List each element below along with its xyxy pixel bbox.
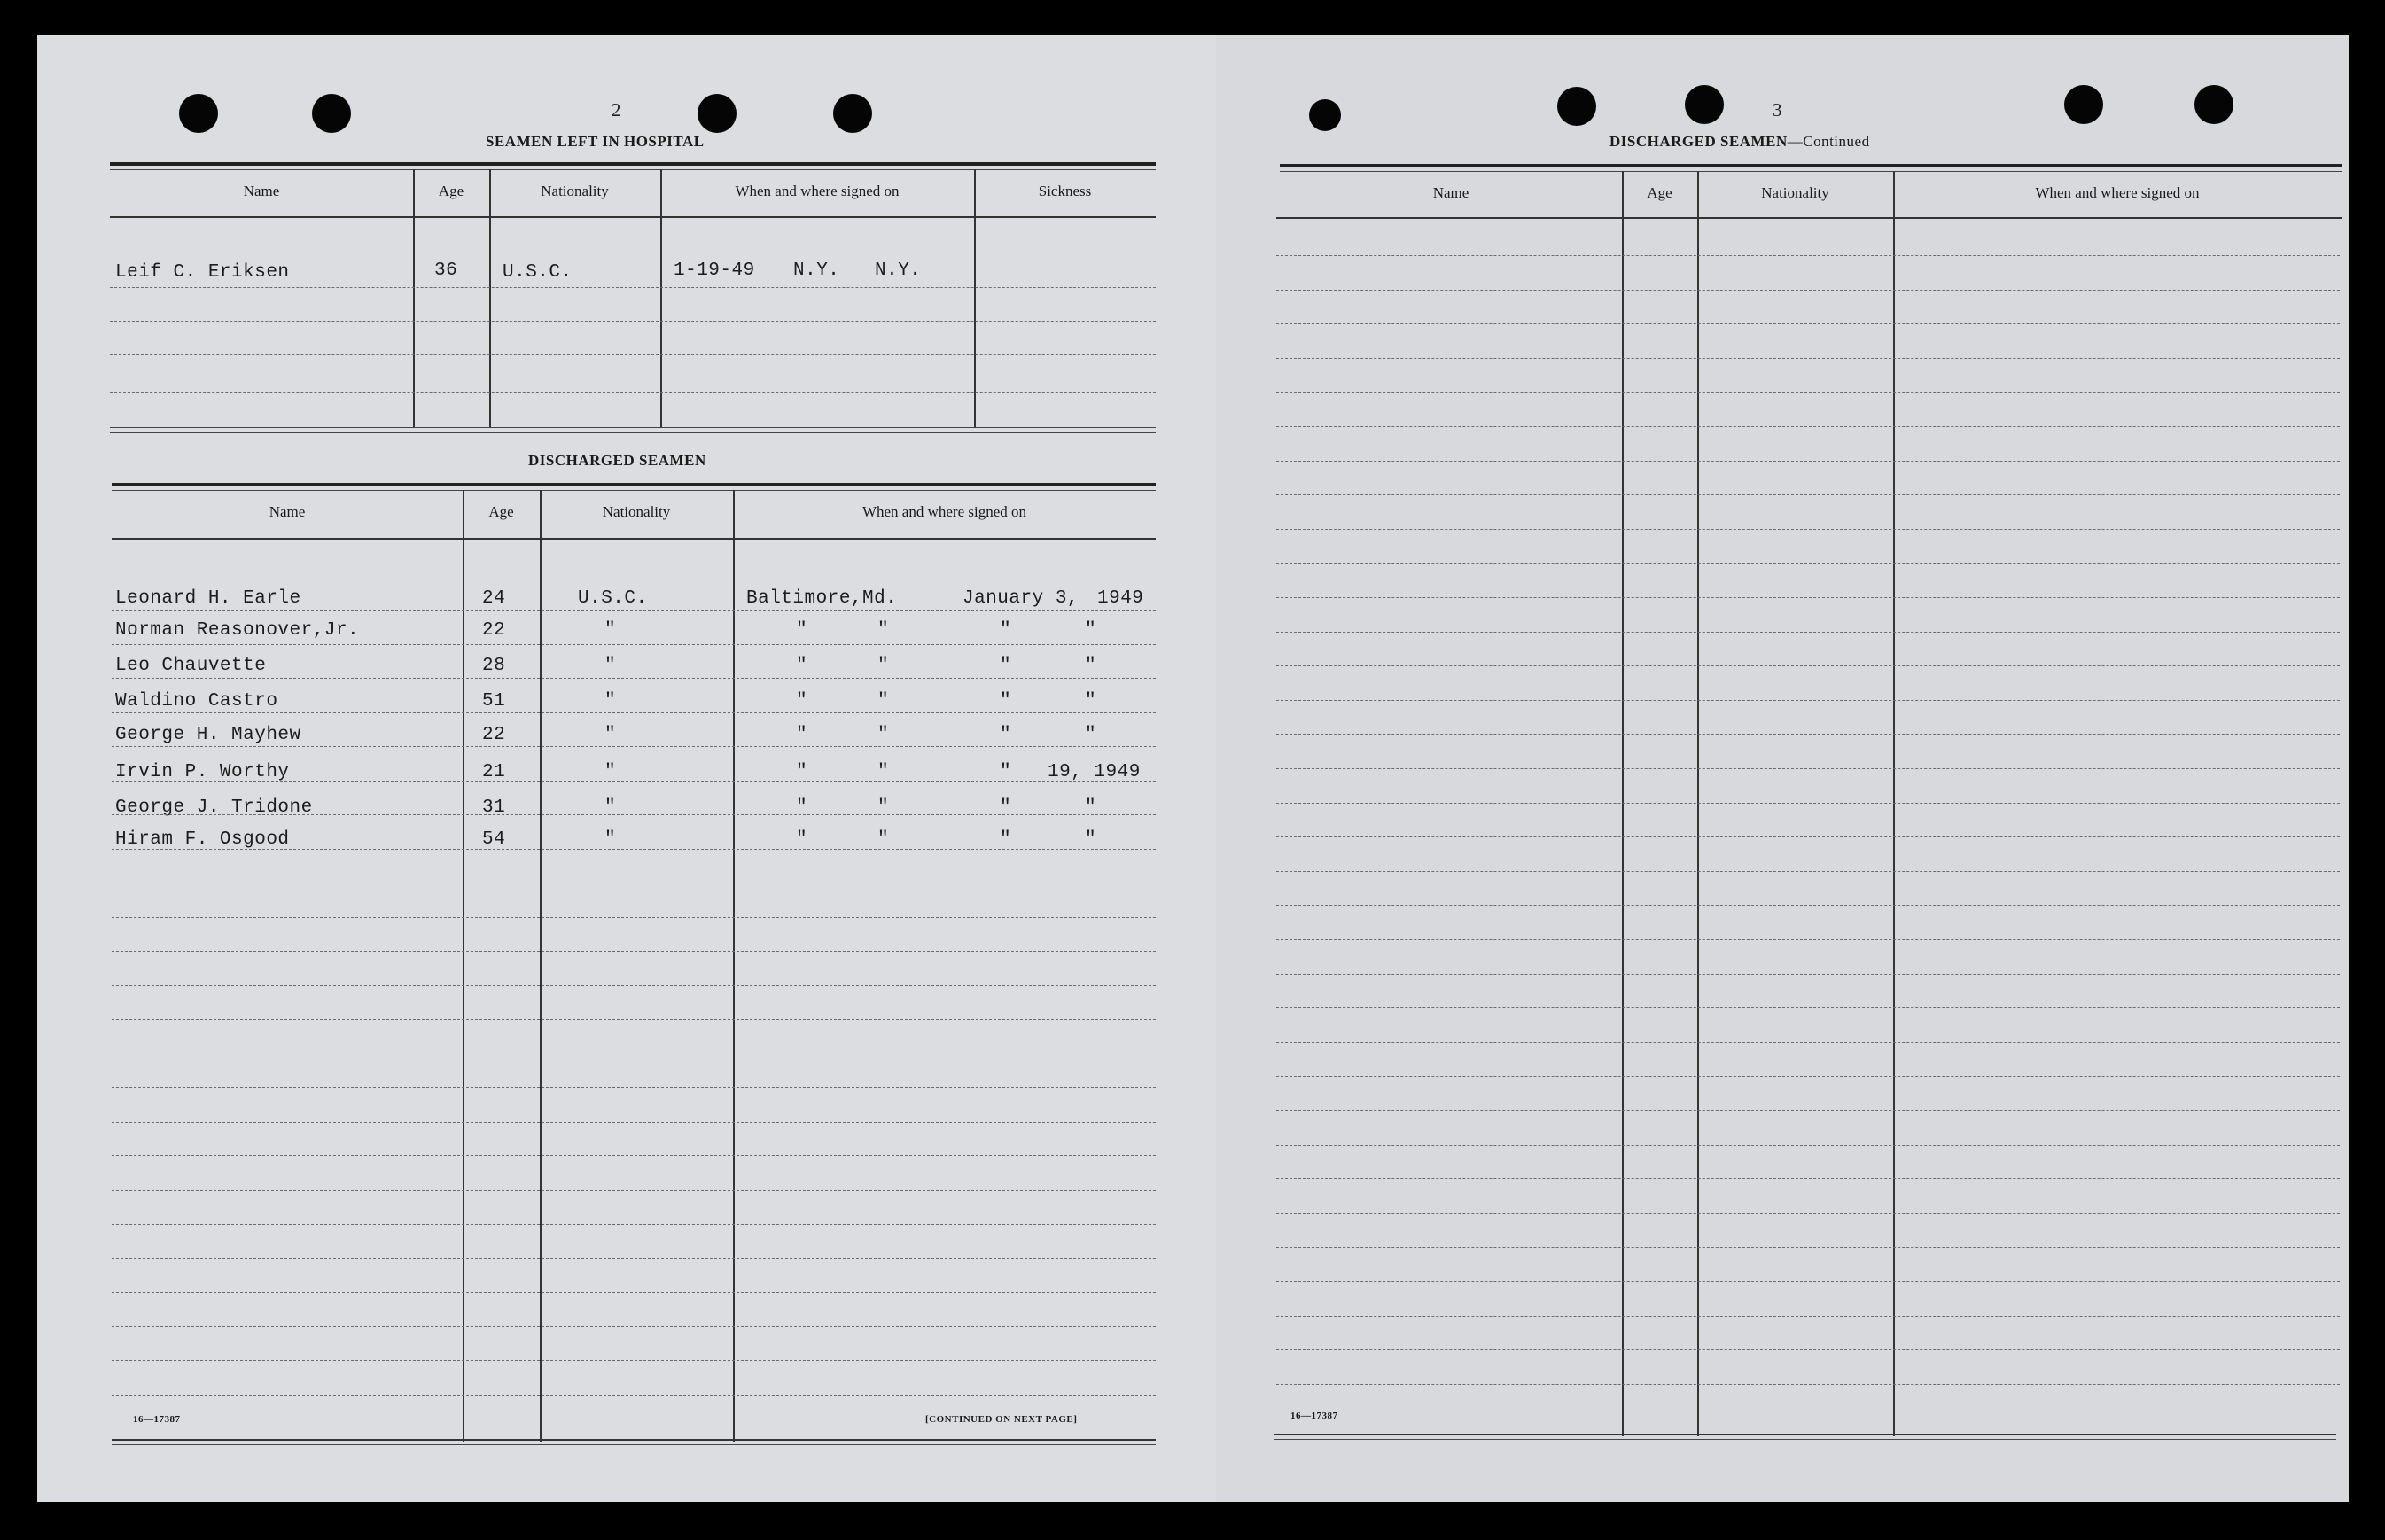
- row-line: [112, 1019, 1156, 1020]
- cell-name: Leo Chauvette: [115, 656, 267, 676]
- column-header-signed-on: When and where signed on: [861, 503, 1027, 520]
- row-line: [112, 781, 1156, 782]
- punch-hole: [698, 94, 737, 133]
- row-line: [112, 849, 1156, 850]
- cell-place-b: ": [877, 797, 890, 818]
- cell-date-b: 19, 1949: [1048, 762, 1141, 782]
- rule: [112, 538, 1156, 540]
- row-line: [1276, 1349, 2340, 1350]
- column-divider: [660, 169, 662, 427]
- cell-date-b: 1949: [1097, 588, 1144, 609]
- cell-date-a: ": [1000, 797, 1012, 818]
- cell-date-a: ": [1000, 725, 1012, 745]
- row-line: [1276, 1042, 2340, 1043]
- row-line: [1276, 255, 2340, 256]
- row-line: [112, 678, 1156, 679]
- title-suffix: —Continued: [1787, 133, 1870, 150]
- row-line: [1276, 1007, 2340, 1008]
- hospital-place: N.Y.: [793, 261, 840, 281]
- cell-name: George J. Tridone: [115, 797, 313, 818]
- rule: [110, 432, 1156, 433]
- row-line: [1276, 1281, 2340, 1282]
- punch-hole: [2194, 85, 2233, 124]
- column-divider: [413, 169, 415, 427]
- cell-nationality: ": [604, 829, 617, 850]
- left-page: [37, 35, 1216, 1502]
- row-line: [110, 321, 1156, 322]
- cell-place-b: ": [877, 725, 890, 745]
- cell-nationality: ": [604, 797, 617, 818]
- hospital-place: N.Y.: [875, 261, 922, 281]
- cell-name: Irvin P. Worthy: [115, 762, 290, 782]
- cell-place: Baltimore,Md.: [746, 588, 898, 609]
- cell-age: 22: [482, 620, 506, 641]
- column-header-nationality: Nationality: [602, 503, 671, 520]
- column-divider: [489, 169, 491, 427]
- punch-hole: [1557, 87, 1596, 126]
- row-line: [110, 354, 1156, 355]
- row-line: [1276, 632, 2340, 633]
- cell-date-a: January 3,: [963, 588, 1079, 609]
- cell-age: 28: [482, 656, 506, 676]
- row-line: [1276, 494, 2340, 495]
- column-header-signed-on: When and where signed on: [2035, 184, 2200, 201]
- cell-age: 21: [482, 762, 506, 782]
- cell-name: Norman Reasonover,Jr.: [115, 620, 360, 641]
- hospital-section-title: SEAMEN LEFT IN HOSPITAL: [486, 133, 705, 150]
- cell-name: Leonard H. Earle: [115, 588, 301, 609]
- column-header-signed-on: When and where signed on: [735, 183, 900, 199]
- row-line: [1276, 529, 2340, 530]
- continued-note: [CONTINUED ON NEXT PAGE]: [925, 1414, 1078, 1425]
- row-line: [110, 287, 1156, 288]
- rule: [112, 490, 1156, 491]
- punch-hole: [2064, 85, 2103, 124]
- cell-date-b: ": [1085, 725, 1097, 745]
- row-line: [1276, 1247, 2340, 1248]
- hospital-age: 36: [434, 261, 458, 281]
- row-line: [112, 1326, 1156, 1327]
- row-line: [112, 1360, 1156, 1361]
- row-line: [1276, 871, 2340, 872]
- row-line: [112, 985, 1156, 986]
- cell-place: ": [796, 620, 808, 641]
- punch-hole: [1309, 99, 1341, 131]
- row-line: [1276, 1145, 2340, 1146]
- row-line: [112, 1190, 1156, 1191]
- cell-date-a: ": [1000, 620, 1012, 641]
- discharged-continued-title: [1609, 133, 1870, 151]
- row-line: [112, 1258, 1156, 1259]
- cell-place-b: ": [877, 691, 890, 712]
- row-line: [1276, 665, 2340, 666]
- row-line: [1276, 734, 2340, 735]
- title-main: DISCHARGED SEAMEN: [1609, 133, 1788, 150]
- cell-date-b: ": [1085, 656, 1097, 676]
- rule: [1276, 217, 2342, 219]
- cell-place: ": [796, 691, 808, 712]
- row-line: [1276, 803, 2340, 804]
- right-page: [1216, 35, 2349, 1502]
- cell-date-b: ": [1085, 620, 1097, 641]
- cell-nationality: U.S.C.: [578, 588, 648, 609]
- column-header-age: Age: [488, 503, 514, 520]
- cell-nationality: ": [604, 656, 617, 676]
- cell-place-b: ": [877, 762, 890, 782]
- cell-place: ": [796, 656, 808, 676]
- cell-place: ": [796, 725, 808, 745]
- punch-hole: [179, 94, 218, 133]
- page-number: 3: [1773, 99, 1782, 121]
- cell-date-b: ": [1085, 829, 1097, 850]
- rule: [1280, 171, 2342, 172]
- column-header-age: Age: [1647, 184, 1672, 201]
- cell-name: Waldino Castro: [115, 691, 278, 712]
- row-line: [1276, 1213, 2340, 1214]
- cell-place: ": [796, 762, 808, 782]
- cell-name: George H. Mayhew: [115, 725, 301, 745]
- hospital-signed-on: 1-19-49: [674, 261, 755, 281]
- cell-date-b: ": [1085, 691, 1097, 712]
- row-line: [1276, 974, 2340, 975]
- row-line: [1276, 1178, 2340, 1179]
- row-line: [1276, 700, 2340, 701]
- rule: [1274, 1439, 2336, 1440]
- column-header-age: Age: [438, 183, 464, 199]
- cell-age: 54: [482, 829, 506, 850]
- row-line: [112, 644, 1156, 645]
- rule: [1280, 164, 2342, 167]
- row-line: [112, 951, 1156, 952]
- cell-nationality: ": [604, 725, 617, 745]
- column-divider: [463, 490, 464, 1442]
- row-line: [1276, 1384, 2340, 1385]
- hospital-nationality: U.S.C.: [503, 262, 573, 283]
- row-line: [112, 1087, 1156, 1088]
- cell-place: ": [796, 829, 808, 850]
- rule: [110, 216, 1156, 218]
- row-line: [1276, 461, 2340, 462]
- cell-age: 22: [482, 725, 506, 745]
- rule: [110, 169, 1156, 170]
- page-number: 2: [612, 99, 621, 121]
- column-header-nationality: Nationality: [541, 183, 609, 199]
- row-line: [112, 610, 1156, 611]
- punch-hole: [833, 94, 872, 133]
- row-line: [1276, 392, 2340, 393]
- cell-age: 31: [482, 797, 506, 818]
- hospital-name: Leif C. Eriksen: [115, 262, 290, 283]
- row-line: [1276, 939, 2340, 940]
- cell-age: 24: [482, 588, 506, 609]
- row-line: [1276, 1110, 2340, 1111]
- row-line: [110, 392, 1156, 393]
- rule: [112, 1444, 1156, 1445]
- column-divider: [540, 490, 542, 1442]
- rule: [1274, 1434, 2336, 1435]
- row-line: [1276, 426, 2340, 427]
- column-header-name: Name: [269, 503, 306, 520]
- column-header-name: Name: [243, 183, 280, 199]
- rule: [112, 1439, 1156, 1441]
- cell-place-b: ": [877, 829, 890, 850]
- cell-place: ": [796, 797, 808, 818]
- cell-nationality: ": [604, 691, 617, 712]
- row-line: [112, 917, 1156, 918]
- row-line: [112, 1292, 1156, 1293]
- column-header-name: Name: [1432, 184, 1469, 201]
- row-line: [1276, 323, 2340, 324]
- form-number: 16—17387: [133, 1414, 181, 1425]
- cell-place-b: ": [877, 620, 890, 641]
- row-line: [1276, 290, 2340, 291]
- cell-name: Hiram F. Osgood: [115, 829, 290, 850]
- row-line: [1276, 358, 2340, 359]
- column-divider: [733, 490, 735, 1442]
- discharged-section-title: DISCHARGED SEAMEN: [528, 452, 706, 469]
- row-line: [1276, 905, 2340, 906]
- row-line: [1276, 768, 2340, 769]
- rule: [112, 483, 1156, 486]
- row-line: [112, 1122, 1156, 1123]
- row-line: [112, 746, 1156, 747]
- row-line: [1276, 1076, 2340, 1077]
- cell-date-b: ": [1085, 797, 1097, 818]
- row-line: [112, 1395, 1156, 1396]
- cell-nationality: ": [604, 620, 617, 641]
- cell-place-b: ": [877, 656, 890, 676]
- cell-date-a: ": [1000, 829, 1012, 850]
- column-divider: [974, 169, 976, 427]
- row-line: [112, 712, 1156, 713]
- cell-age: 51: [482, 691, 506, 712]
- row-line: [112, 1155, 1156, 1156]
- rule: [110, 162, 1156, 166]
- form-number: 16—17387: [1290, 1411, 1338, 1421]
- row-line: [1276, 597, 2340, 598]
- cell-date-a: ": [1000, 762, 1012, 782]
- row-line: [1276, 563, 2340, 564]
- row-line: [1276, 1316, 2340, 1317]
- row-line: [1276, 836, 2340, 837]
- row-line: [112, 1224, 1156, 1225]
- cell-date-a: ": [1000, 656, 1012, 676]
- column-header-sickness: Sickness: [1038, 183, 1092, 199]
- punch-hole: [1685, 85, 1724, 124]
- row-line: [112, 814, 1156, 815]
- cell-date-a: ": [1000, 691, 1012, 712]
- column-header-nationality: Nationality: [1761, 184, 1829, 201]
- cell-nationality: ": [604, 762, 617, 782]
- punch-hole: [312, 94, 351, 133]
- rule: [110, 427, 1156, 428]
